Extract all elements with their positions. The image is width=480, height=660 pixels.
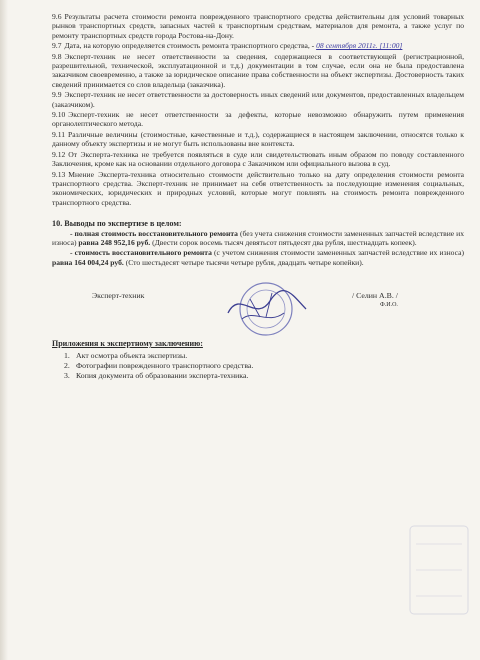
paragraph-text: Различные величины (стоимостные, качественные и т.д.), содержащиеся в настоящем заключении, относятся только к данному объекту экспертизы и не могут быть использованы вне контекста. [52, 129, 464, 149]
conclusion-item-full-cost [52, 229, 464, 248]
paragraph-text: Дата, на которую определяется стоимость ремонта транспортного средства, - [64, 41, 315, 51]
paragraph-number: 9.11 [52, 129, 66, 139]
page-edge-shadow [0, 0, 8, 660]
faint-back-stamp-icon [404, 520, 474, 620]
paragraph-9-11 [52, 130, 464, 149]
paragraph-number: 9.7 [52, 41, 62, 51]
paragraph-number: 9.12 [52, 149, 66, 159]
full-cost-lead: - полная стоимость восстановительного ремонта [70, 228, 238, 238]
paragraph-number: 9.13 [52, 169, 66, 179]
signer-name-caption: Ф.И.О. [380, 301, 398, 308]
list-item-number: 3. [64, 370, 70, 380]
paragraph-9-12 [52, 150, 464, 169]
paragraph-number: 9.6 [52, 12, 62, 21]
paragraph-text: Мнение Эксперта-техника относительно стоимости действительно только на дату определения стоимости ремонта транспортного средства. Эксперт-техник не принимает на себя ответственность за последующие изменения социальных, экономических, юридических и природных условий, которые могут повлиять на стоимость ремонта поврежденного транспортного средства. [52, 169, 464, 207]
conclusion-title: 10. Выводы по экспертизе в целом: [52, 219, 182, 229]
conclusion-item-depreciated-cost [52, 248, 464, 267]
signature-role-label: Эксперт-техник [92, 291, 145, 301]
paragraph-text: Эксперт-техник не несет ответственности за сведения, содержащиеся в соответствующей (регистрационной, разрешительной, технической, эксплуатационной и т.д.) документации в том случае, если она не была предоставлена заказчиком своевременно, а также за юридическое описание права собственности на объект экспертизы. Достоверность таких сведений принимается со слов владельца (заказчика). [52, 51, 464, 89]
paragraph-9-9 [52, 90, 464, 109]
paragraph-text: Эксперт-техник не несет ответственности за достоверность иных сведений или документов, предоставленных владельцем (заказчиком). [52, 90, 464, 109]
signer-name: / Селин А.В. / [352, 291, 398, 301]
paragraph-9-8 [52, 52, 464, 90]
paragraph-text: Эксперт-техник не несет ответственности за дефекты, которые невозможно обнаружить путем применения органолептического метода. [52, 110, 464, 129]
paragraph-number: 9.8 [52, 51, 62, 61]
full-cost-amount: равна 248 952,16 руб. [78, 237, 151, 247]
handwritten-date: 08 сентября 2011г. [11:00] [316, 41, 403, 51]
signature-block [52, 279, 464, 333]
list-item [64, 351, 464, 361]
depreciated-cost-lead: - стоимость восстановительного ремонта [70, 248, 212, 258]
stamp-and-signature-icon [220, 279, 312, 339]
depreciated-cost-amount: равна 164 004,24 руб. [52, 257, 124, 267]
depreciated-cost-words: (Сто шестьдесят четыре тысячи четыре рубля, двадцать четыре копейки). [125, 257, 364, 267]
paragraph-text: Результаты расчета стоимости ремонта поврежденного транспортного средства действительны для условий товарных рынков транспортных средств, запасных частей к транспортным средствам, материалов для ремонта, а также услуг по ремонту транспортных средств города Ростова-на-Дону. [52, 12, 464, 40]
paragraph-text: От Эксперта-техника не требуется появляться в суде или свидетельствовать иным образом по поводу составленного Заключения, кроме как на основании отдельного договора с Заказчиком или официального вызова в суд. [52, 149, 464, 169]
list-item [64, 371, 464, 381]
list-item-text: Копия документа об образовании эксперта-техника. [76, 370, 249, 380]
list-item-number: 1. [64, 350, 70, 360]
appendix-title: Приложения к экспертному заключению: [52, 339, 203, 349]
list-item-text: Фотографии поврежденного транспортного средства. [76, 360, 254, 370]
paragraph-number: 9.10 [52, 110, 66, 120]
paragraph-9-6 [52, 12, 464, 40]
full-cost-words: (Двести сорок восемь тысяч девятьсот пятьдесят два рубля, шестнадцать копеек). [152, 237, 417, 247]
paragraph-9-10 [52, 110, 464, 129]
full-cost-qualifier: (без учета снижения стоимости замененных запчастей вследствие их износа) [52, 228, 464, 247]
signature-name-block [352, 291, 398, 310]
list-item [64, 361, 464, 371]
depreciated-cost-qualifier: (с учетом снижения стоимости замененных запчастей вследствие их износа) [214, 248, 464, 258]
paragraph-number: 9.9 [52, 90, 62, 100]
appendix-list [64, 351, 464, 381]
paragraph-9-13 [52, 170, 464, 208]
list-item-number: 2. [64, 360, 70, 370]
list-item-text: Акт осмотра объекта экспертизы. [76, 350, 188, 360]
document-body [52, 12, 464, 381]
paragraph-9-7 [52, 41, 464, 50]
